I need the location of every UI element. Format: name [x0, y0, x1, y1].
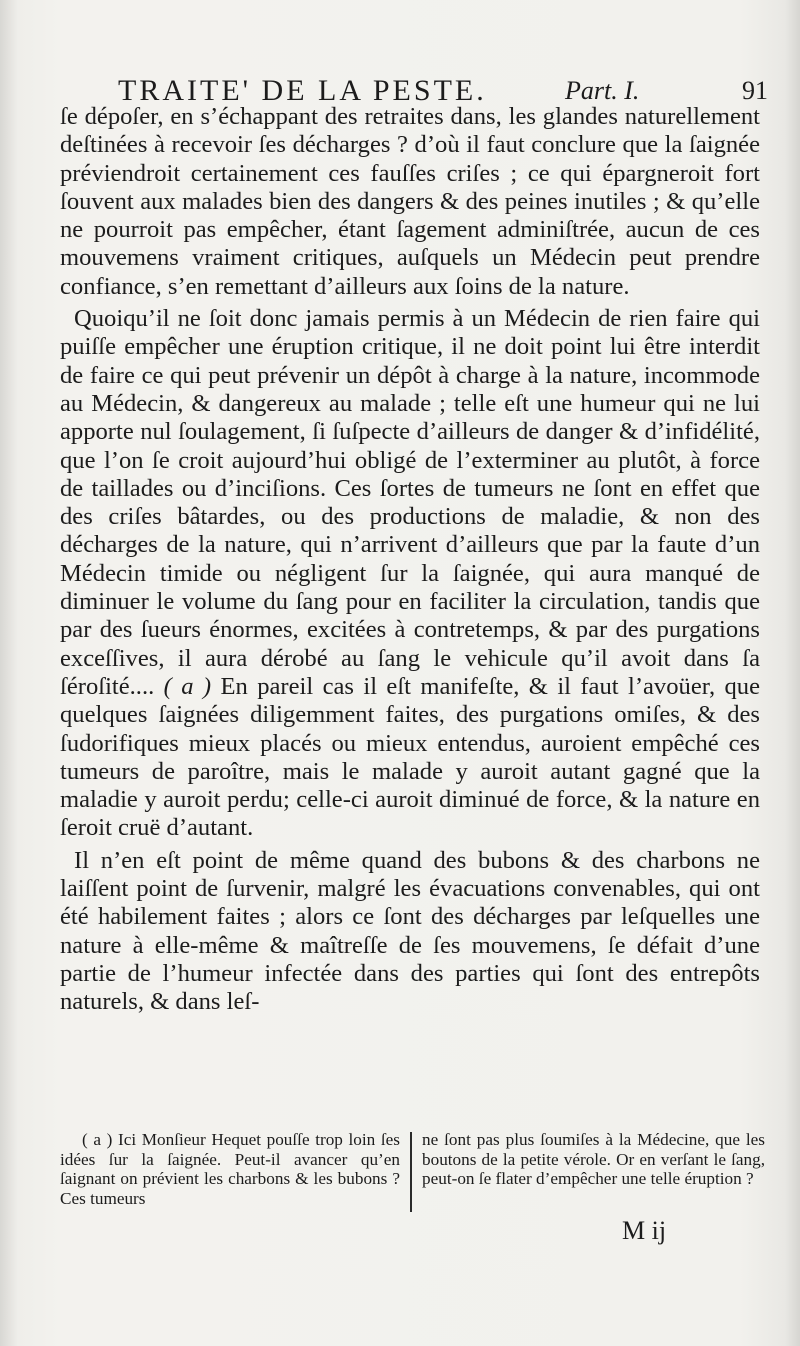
paragraph-2-text: Quoiqu’il ne ſoit donc jamais permis à un Médecin de rien faire qui puiſſe empêcher une éruption critique, il ne doit point lui être interdit de faire ce qui peut prévenir un dépôt à charge à la nature, incommode au Médecin, & dangereux au malade ; telle eſt une humeur qui ne lui apporte nul ſoulagement, ſi ſuſpecte d’ailleurs de danger & d’infidélité, que l’on ſe croit aujourd’hui obligé de l’exterminer au plutôt, à force de taillades ou d’inciſions. Ces ſortes de tumeurs ne ſont en effet que des criſes bâtardes, ou des productions de maladie, & non des décharges de la nature, qui n’arrivent d’ailleurs que par la faute d’un Médecin timide ou négligent ſur la ſaignée, qui aura manqué de diminuer le volume du ſang pour en faciliter la circulation, tandis que par des ſueurs énormes, excitées à contretemps, & par des purgations exceſſives, il aura dérobé au ſang le vehicule qu’il avoit dans ſa ſéroſité....: [60, 305, 760, 700]
paragraph-1: ſe dépoſer, en s’échappant des retraites dans, les glandes naturellement deſtinées à recevoir ſes décharges ? d’où il faut conclure que la ſaignée préviendroit certainement ces fauſſes criſes ; ce qui épargneroit fort ſouvent aux malades bien des dangers & des peines inutiles ; & qu’elle ne pourroit pas empêcher, étant ſagement adminiſtrée, aucun de ces mouvemens vraiment critiques, auſquels un Médecin peut prendre confiance, s’en remettant d’ailleurs aux ſoins de la nature.: [60, 103, 760, 300]
paragraph-2-continuation: En pareil cas il eſt manifeſte, & il faut l’avoüer, que quelques ſaignées diligemment faites, des purgations omiſes, & des ſudorifiques mieux placés ou mieux entendus, auroient empêché ces tumeurs de paroître, mais le malade y auroit autant gagné que la maladie y auroit perdu; celle-ci auroit diminué de force, & la nature en ſeroit cruë d’autant.: [60, 672, 760, 842]
main-text: [60, 103, 760, 1021]
paragraph-2: [60, 305, 760, 843]
page-number: 91: [742, 76, 768, 105]
paragraph-3: Il n’en eſt point de même quand des bubons & des charbons ne laiſſent point de ſurvenir, malgré les évacuations convenables, qui ont été habilement faites ; alors ce ſont des décharges par leſquelles une nature à elle-même & maîtreſſe de ſes mouvemens, ſe défait d’une partie de l’humeur infectée dans des parties qui ſont des entrepôts naturels, & dans leſ-: [60, 846, 760, 1016]
footnotes: [60, 1130, 765, 1220]
footnote-left-column: ( a ) Ici Monſieur Hequet pouſſe trop loin ſes idées ſur la ſaignée. Peut-il avancer qu’en ſaignant on prévient les charbons & les bubons ? Ces tumeurs: [60, 1130, 400, 1208]
running-title: TRAITE' DE LA PESTE.: [118, 74, 487, 107]
footnote-right-column: ne ſont pas plus ſoumiſes à la Médecine, que les boutons de la petite vérole. Or en verſant le ſang, peut-on ſe flater d’empêcher une telle éruption ?: [422, 1130, 765, 1188]
footnote-column-divider: [410, 1132, 412, 1212]
part-label: Part. I.: [565, 76, 640, 105]
footnote-reference: ( a ): [163, 672, 212, 700]
signature-mark: M ij: [622, 1216, 667, 1245]
